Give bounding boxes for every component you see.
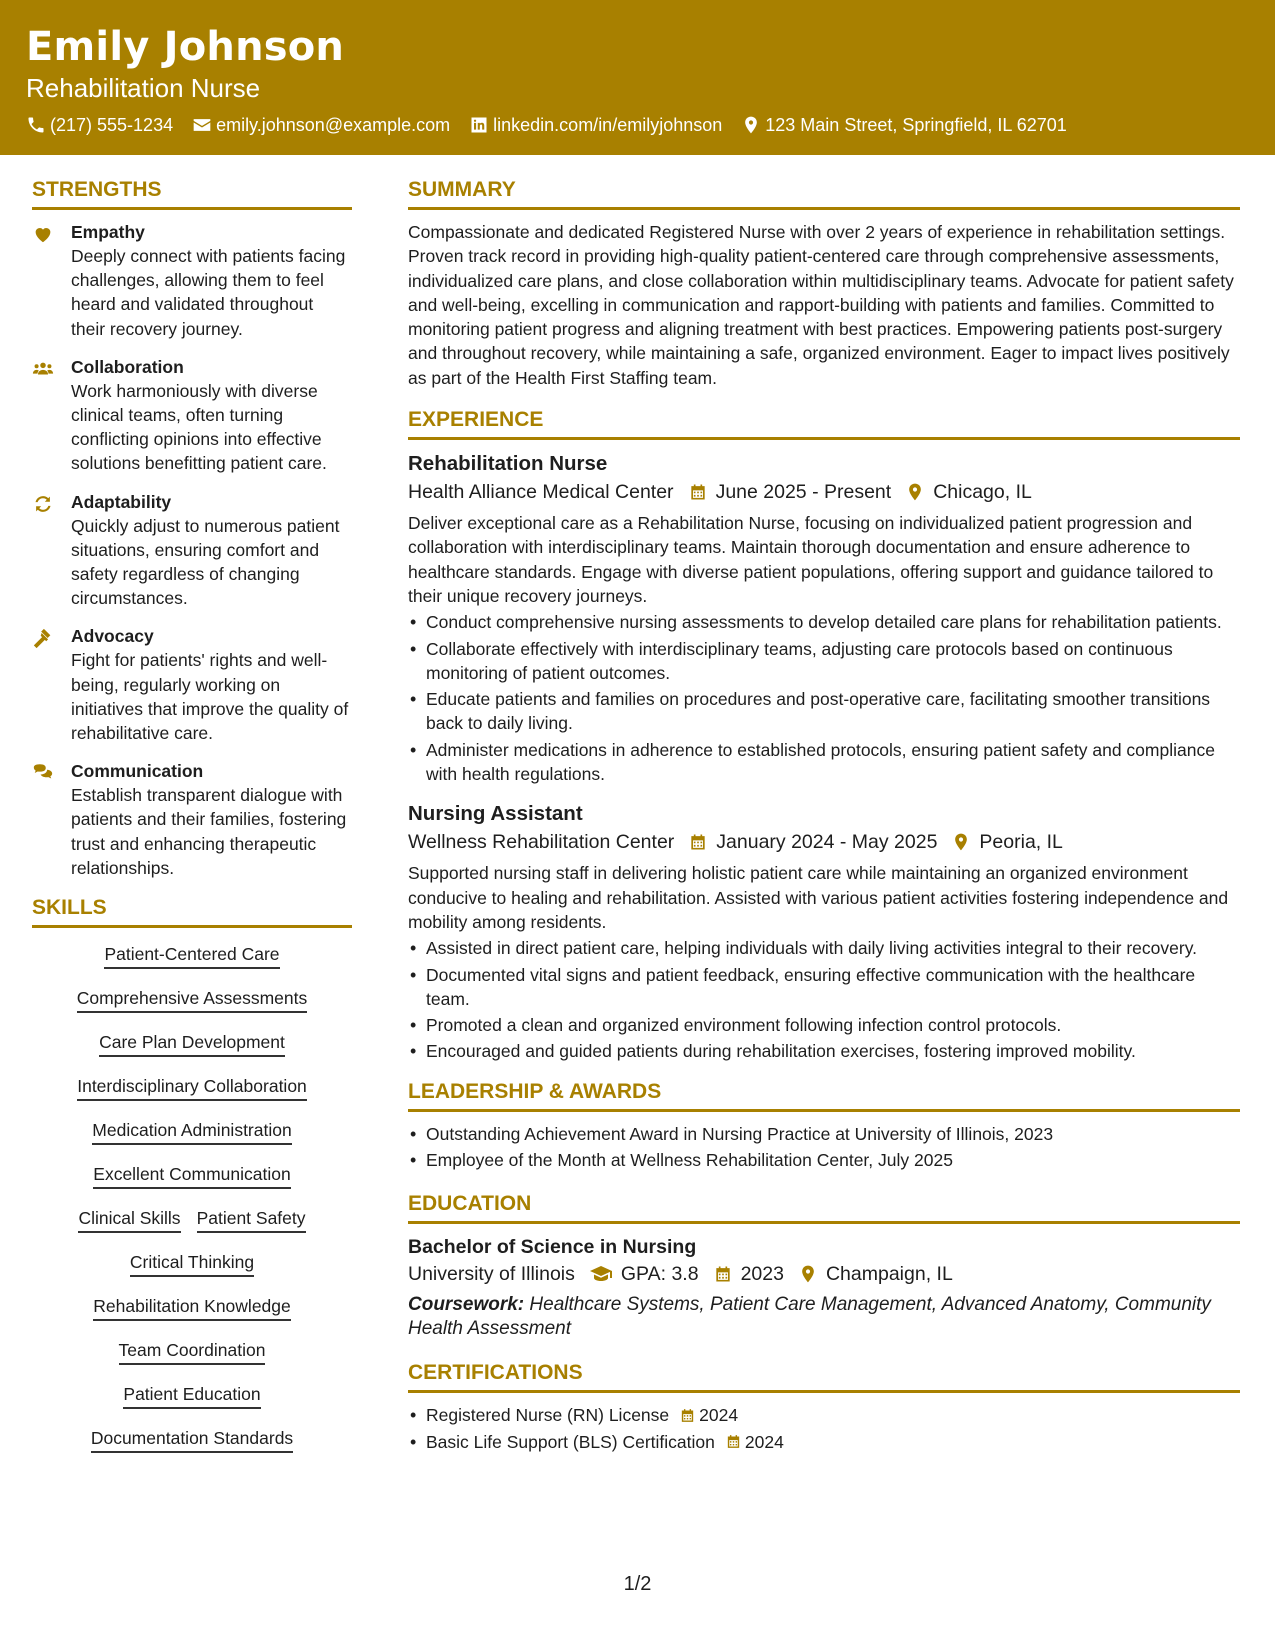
strength-item xyxy=(32,624,352,745)
skill-tag: Care Plan Development xyxy=(99,1030,285,1057)
calendar-icon xyxy=(725,1433,742,1450)
awards-heading: LEADERSHIP & AWARDS xyxy=(408,1078,1240,1112)
certifications-heading: CERTIFICATIONS xyxy=(408,1359,1240,1393)
skill-tag: Patient Safety xyxy=(197,1206,306,1233)
candidate-role: Rehabilitation Nurse xyxy=(26,73,261,103)
strength-desc: Establish transparent dialogue with patients and their families, fostering trust and enhancing therapeutic relationships. xyxy=(71,785,347,878)
right-column xyxy=(408,176,1240,1454)
map-pin-icon xyxy=(951,832,971,852)
graduation-cap-icon xyxy=(589,1262,613,1286)
job-location: Chicago, IL xyxy=(933,481,1032,504)
bullet-item: • Conduct comprehensive nursing assessments to develop detailed care plans for rehabilitation patients. xyxy=(408,610,1240,634)
candidate-name: Emily Johnson xyxy=(26,24,345,70)
skill-tag: Critical Thinking xyxy=(130,1250,254,1277)
skill-tag: Comprehensive Assessments xyxy=(77,986,308,1013)
calendar-icon xyxy=(713,1264,733,1284)
skills-list xyxy=(32,938,352,1470)
map-pin-icon xyxy=(798,1264,818,1284)
award-item: • Employee of the Month at Wellness Rehabilitation Center, July 2025 xyxy=(408,1148,1240,1172)
education-heading: EDUCATION xyxy=(408,1190,1240,1224)
bullet-item: • Educate patients and families on procedures and post-operative care, facilitating smoother transitions back to daily living. xyxy=(408,687,1240,736)
certification-year: 2024 xyxy=(744,1431,784,1452)
skills-heading: SKILLS xyxy=(32,894,352,928)
skill-tag: Rehabilitation Knowledge xyxy=(93,1294,291,1321)
calendar-icon xyxy=(688,832,708,852)
linkedin-icon xyxy=(469,115,489,135)
job-title: Nursing Assistant xyxy=(408,802,583,826)
address-text: 123 Main Street, Springfield, IL 62701 xyxy=(765,115,1067,135)
strength-title: Adaptability xyxy=(71,491,172,512)
email-text: emily.johnson@example.com xyxy=(216,115,451,135)
awards-list xyxy=(408,1122,1240,1173)
contact-phone[interactable] xyxy=(26,114,173,136)
experience-heading: EXPERIENCE xyxy=(408,406,1240,440)
heart-icon xyxy=(32,223,54,245)
gavel-icon xyxy=(32,627,54,649)
linkedin-text: linkedin.com/in/emilyjohnson xyxy=(493,115,723,135)
job-dates: January 2024 - May 2025 xyxy=(716,831,938,854)
coursework-label: Coursework: xyxy=(408,1294,525,1316)
job-dates: June 2025 - Present xyxy=(715,481,892,504)
strength-desc: Work harmoniously with diverse clinical teams, often turning conflicting opinions into effective solutions benefitting patient care. xyxy=(71,380,327,474)
phone-text: (217) 555-1234 xyxy=(50,115,174,135)
envelope-icon xyxy=(192,115,212,135)
skill-tag: Clinical Skills xyxy=(78,1206,180,1233)
certifications-list xyxy=(408,1403,1240,1454)
coursework xyxy=(408,1293,1240,1341)
bullet-item: • Assisted in direct patient care, helping individuals with daily living activities integral to their recovery. xyxy=(408,936,1240,960)
strength-desc: Deeply connect with patients facing challenges, allowing them to feel heard and validated throughout their recovery journey. xyxy=(71,246,346,339)
skill-tag: Medication Administration xyxy=(92,1118,291,1145)
job-entry xyxy=(408,450,1240,786)
phone-icon xyxy=(26,115,46,135)
certification-year: 2024 xyxy=(699,1405,739,1426)
job-entry xyxy=(408,800,1240,1063)
school-location: Champaign, IL xyxy=(825,1263,953,1286)
strength-desc: Quickly adjust to numerous patient situations, ensuring comfort and safety regardless of changing circumstances. xyxy=(71,515,340,609)
bullet-item: • Documented vital signs and patient feedback, ensuring effective communication with the healthcare team. xyxy=(408,963,1240,1012)
job-company: Health Alliance Medical Center xyxy=(408,481,674,504)
job-bullets xyxy=(408,936,1240,1063)
gpa-text: GPA: 3.8 xyxy=(620,1263,699,1286)
job-title: Rehabilitation Nurse xyxy=(408,452,608,476)
education-meta xyxy=(408,1260,1240,1288)
strength-item xyxy=(32,355,352,476)
summary-heading: SUMMARY xyxy=(408,176,1240,210)
job-company: Wellness Rehabilitation Center xyxy=(408,831,675,854)
skill-tag: Interdisciplinary Collaboration xyxy=(77,1074,307,1101)
bullet-item: • Promoted a clean and organized environment following infection control protocols. xyxy=(408,1013,1240,1037)
job-description: Deliver exceptional care as a Rehabilitation Nurse, focusing on individualized patient progression and collaboration with interdisciplinary teams. Maintain thorough documentation and ensure adherence to healthcare standards. Engage with diverse patient populations, offering support and guidance tailored to their unique recovery journeys. xyxy=(408,513,1214,606)
users-icon xyxy=(32,358,54,380)
certification-item xyxy=(408,1403,1240,1427)
coursework-text: Healthcare Systems, Patient Care Management, Advanced Anatomy, Community Health Assessment xyxy=(408,1294,1211,1340)
bullet-item: • Collaborate effectively with interdisciplinary teams, adjusting care protocols based on continuous monitoring of patient outcomes. xyxy=(408,637,1240,686)
job-description: Supported nursing staff in delivering holistic patient care while maintaining an organized environment conducive to healing and rehabilitation. Assisted with various patient activities fostering independence and mobility among residents. xyxy=(408,863,1229,932)
page-number: 1/2 xyxy=(623,1573,652,1595)
strength-item xyxy=(32,759,352,880)
graduation-year: 2023 xyxy=(740,1263,784,1286)
contact-linkedin[interactable] xyxy=(469,114,722,136)
skill-tag: Documentation Standards xyxy=(91,1426,293,1453)
strength-title: Empathy xyxy=(71,222,145,242)
strength-item xyxy=(32,220,352,341)
summary-text: Compassionate and dedicated Registered Nurse with over 2 years of experience in rehabilitation settings. Proven track record in providing high-quality patient-centered care through comprehensive assessments, individualized care plans, and close collaboration within multidisciplinary teams. Advocate for patient safety and well-being, excelling in communication and rapport-building with patients and families. Committed to monitoring patient progress and aligning treatment with best practices. Empowering patients post-surgery and throughout recovery, while maintaining a safe, organized environment. Eager to impact lives positively as part of the Health First Staffing team. xyxy=(408,222,1234,388)
skill-tag: Team Coordination xyxy=(119,1338,266,1365)
calendar-icon xyxy=(688,482,708,502)
contact-email[interactable] xyxy=(192,114,450,136)
bullet-item: • Encouraged and guided patients during rehabilitation exercises, fostering improved mobility. xyxy=(408,1039,1240,1063)
comments-icon xyxy=(32,762,54,784)
strength-title: Communication xyxy=(71,761,204,782)
strength-title: Advocacy xyxy=(71,626,154,647)
bullet-item: • Administer medications in adherence to established protocols, ensuring patient safety and compliance with health regulations. xyxy=(408,738,1240,787)
job-meta xyxy=(408,478,1240,506)
school-name: University of Illinois xyxy=(408,1263,575,1286)
strength-desc: Fight for patients' rights and well-being, regularly working on initiatives that improve the quality of rehabilitative care. xyxy=(71,650,349,744)
job-meta xyxy=(408,828,1240,856)
job-location: Peoria, IL xyxy=(979,831,1063,854)
certification-name: • Basic Life Support (BLS) Certification xyxy=(426,1431,715,1452)
skill-tag: Patient-Centered Care xyxy=(104,942,279,969)
award-item: • Outstanding Achievement Award in Nursing Practice at University of Illinois, 2023 xyxy=(408,1122,1240,1146)
strength-title: Collaboration xyxy=(71,356,184,377)
degree-title: Bachelor of Science in Nursing xyxy=(408,1236,697,1259)
map-pin-icon xyxy=(905,482,925,502)
map-pin-icon xyxy=(741,115,761,135)
job-bullets xyxy=(408,610,1240,786)
skill-tag: Patient Education xyxy=(123,1382,260,1409)
sync-icon xyxy=(32,493,54,515)
contact-bar xyxy=(26,114,1249,136)
resume-header xyxy=(0,0,1275,155)
certification-item xyxy=(408,1430,1240,1454)
left-column xyxy=(32,176,352,1470)
strength-item xyxy=(32,490,352,611)
strengths-heading: STRENGTHS xyxy=(32,176,352,210)
calendar-icon xyxy=(679,1407,696,1424)
skill-tag: Excellent Communication xyxy=(93,1162,290,1189)
contact-address xyxy=(741,114,1067,136)
certification-name: • Registered Nurse (RN) License xyxy=(426,1405,670,1426)
